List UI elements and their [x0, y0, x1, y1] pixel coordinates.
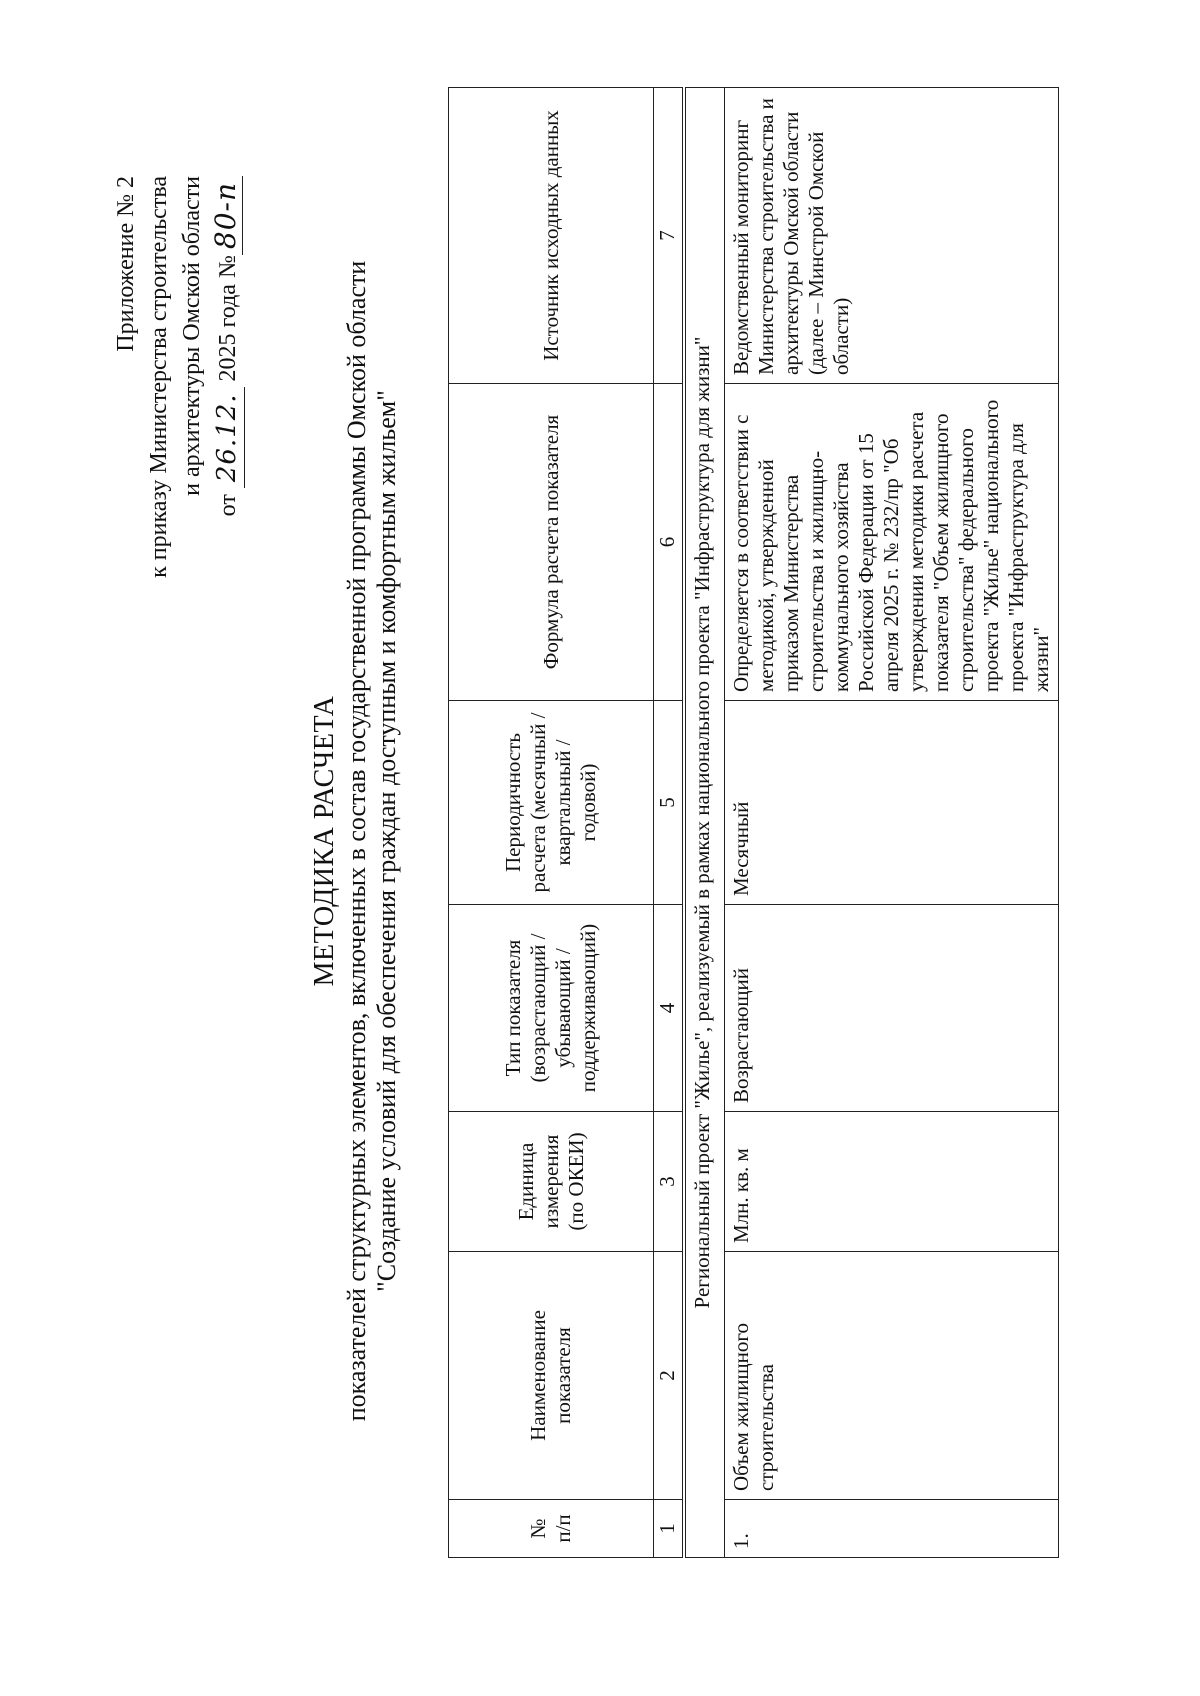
section-row	[684, 88, 725, 1558]
cell-num: 1.	[725, 1500, 1059, 1558]
header-formula: Формула расчета показателя	[449, 384, 654, 701]
cell-source: Ведомственный мониторинг Министерства строительства и архитектуры Омской области (далее – Минстрой Омской области)	[725, 88, 1059, 384]
header-type: Тип показателя (возрастающий / убывающий / поддерживающий)	[449, 905, 654, 1112]
header-unit: Единица измерения (по ОКЕИ)	[449, 1112, 654, 1252]
section-title: Региональный проект "Жилье", реализуемый в рамках национального проекта "Инфраструктура для жизни"	[684, 88, 725, 1558]
column-number: 3	[654, 1112, 685, 1252]
header-num: № п/п	[449, 1500, 654, 1558]
appendix-date-line	[209, 176, 245, 656]
date-prefix: от	[215, 494, 241, 517]
title-line-2: показателей структурных элементов, включенных в состав государственной программы Омской области	[342, 260, 371, 1422]
header-period: Периодичность расчета (месячный / квартальный / годовой)	[449, 701, 654, 905]
header-name: Наименование показателя	[449, 1252, 654, 1500]
table-row	[725, 88, 1059, 1558]
cell-type: Возрастающий	[725, 905, 1059, 1112]
handwritten-order-number: 80-п	[209, 176, 243, 255]
cell-unit: Млн. кв. м	[725, 1112, 1059, 1252]
date-year: 2025 года №	[215, 255, 241, 382]
appendix-line-1: Приложение № 2	[113, 176, 139, 352]
column-number-row	[654, 88, 685, 1558]
title-line-3: "Создание условий для обеспечения граждан доступным и комфортным жильем"	[372, 390, 401, 1292]
title-main: МЕТОДИКА РАСЧЕТА	[309, 695, 340, 987]
column-number: 1	[654, 1500, 685, 1558]
appendix-line-3: и архитектуры Омской области	[179, 176, 205, 496]
column-number: 2	[654, 1252, 685, 1500]
appendix-line-2: к приказу Министерства строительства	[146, 176, 172, 578]
table-header-row	[449, 88, 654, 1558]
cell-period: Месячный	[725, 701, 1059, 905]
column-number: 6	[654, 384, 685, 701]
column-number: 4	[654, 905, 685, 1112]
column-number: 5	[654, 701, 685, 905]
header-source: Источник исходных данных	[449, 88, 654, 384]
handwritten-date: 26.12.	[211, 387, 245, 488]
cell-name: Объем жилищного строительства	[725, 1252, 1059, 1500]
cell-formula: Определяется в соответствии с методикой, утвержденной приказом Министерства строительства и жилищно-коммунального хозяйства Российской Федерации от 15 апреля 2025 г. № 232/пр "Об утверждении методики расчета показателя "Объем жилищного строительства" федерального проекта "Жилье" национального проекта "Инфраструктура для жизни"	[725, 384, 1059, 701]
document-title	[310, 216, 402, 1466]
appendix-header	[110, 176, 245, 656]
column-number: 7	[654, 88, 685, 384]
methodology-table	[448, 87, 1059, 1558]
